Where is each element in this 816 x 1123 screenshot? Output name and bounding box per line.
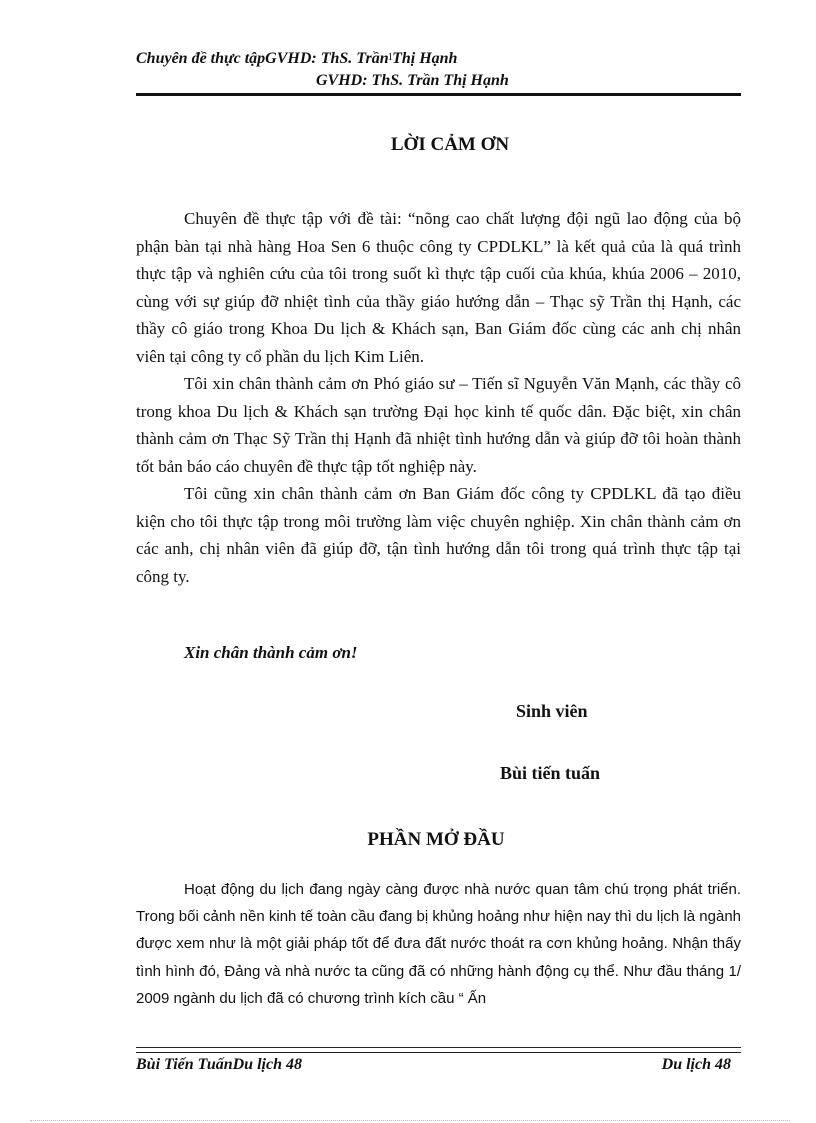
header-suffix: Thị Hạnh [392, 50, 458, 67]
closing-thanks: Xin chân thành cảm ơn! [184, 643, 358, 662]
introduction-body [136, 876, 741, 1012]
introduction-paragraph: Hoạt động du lịch đang ngày càng được nhà nước quan tâm chú trọng phát triển. Trong bối cảnh nền kinh tế toàn cầu đang bị khủng hoảng như hiện nay thì du lịch là ngành được xem như là một giải pháp tốt để đưa đất nước thoát ra cơn khủng hoảng. Nhận thấy tình hình đó, Đảng và nhà nước ta cũng đã có những hành động cụ thể. Như đầu tháng 1/ 2009 ngành du lịch đã có chương trình kích cầu “ Ấn [136, 881, 741, 1007]
acknowledgement-title: LỜI CẢM ƠN [390, 134, 510, 155]
page-number: 1 [387, 51, 394, 63]
header-supervisor-line: GVHD: ThS. Trần Thị Hạnh [316, 72, 509, 89]
header-title [136, 50, 457, 68]
header-prefix: Chuyên đề thực tập [136, 50, 266, 67]
footer-divider [136, 1047, 741, 1053]
signature-label: Sinh viên [516, 701, 588, 721]
signature-name: Bùi tiến tuấn [500, 763, 601, 783]
header-divider [136, 93, 741, 96]
introduction-title: PHẦN MỞ ĐẦU [367, 829, 505, 850]
header-supervisor: GVHD: ThS. Trần [265, 50, 389, 67]
footer-course: Du lịch 48 [661, 1056, 731, 1073]
acknowledgement-paragraph: Tôi xin chân thành cảm ơn Phó giáo sư – Tiến sĩ Nguyễn Văn Mạnh, các thầy cô trong khoa Du lịch & Khách sạn trường Đại học kinh tế quốc dân. Đặc biệt, xin chân thành cảm ơn Thạc Sỹ Trần thị Hạnh đã nhiệt tình hướng dẫn và giúp đỡ tôi hoàn thành tốt bản báo cáo chuyên đề thực tập tốt nghiệp này. [136, 374, 741, 476]
footer-author: Bùi Tiến TuấnDu lịch 48 [136, 1056, 302, 1073]
acknowledgement-body [136, 205, 741, 590]
page-edge-divider [30, 1120, 790, 1121]
acknowledgement-paragraph: Tôi cũng xin chân thành cảm ơn Ban Giám đốc công ty CPDLKL đã tạo điều kiện cho tôi thực tập trong môi trường làm việc chuyên nghiệp. Xin chân thành cảm ơn các anh, chị nhân viên đã giúp đỡ, tận tình hướng dẫn tôi trong quá trình thực tập tại công ty. [136, 484, 741, 586]
acknowledgement-paragraph: Chuyên đề thực tập với đề tài: “nõng cao chất lượng đội ngũ lao động của bộ phận bàn tại nhà hàng Hoa Sen 6 thuộc công ty CPDLKL” là kết quả của là quá trình thực tập và nghiên cứu của tôi trong suốt kì thực tập cuối của khúa, khúa 2006 – 2010, cùng với sự giúp đỡ nhiệt tình của thầy giáo hướng dẫn – Thạc sỹ Trần thị Hạnh, các thầy cô giáo trong Khoa Du lịch & Khách sạn, Ban Giám đốc cùng các anh chị nhân viên tại công ty cổ phần du lịch Kim Liên. [136, 209, 741, 366]
